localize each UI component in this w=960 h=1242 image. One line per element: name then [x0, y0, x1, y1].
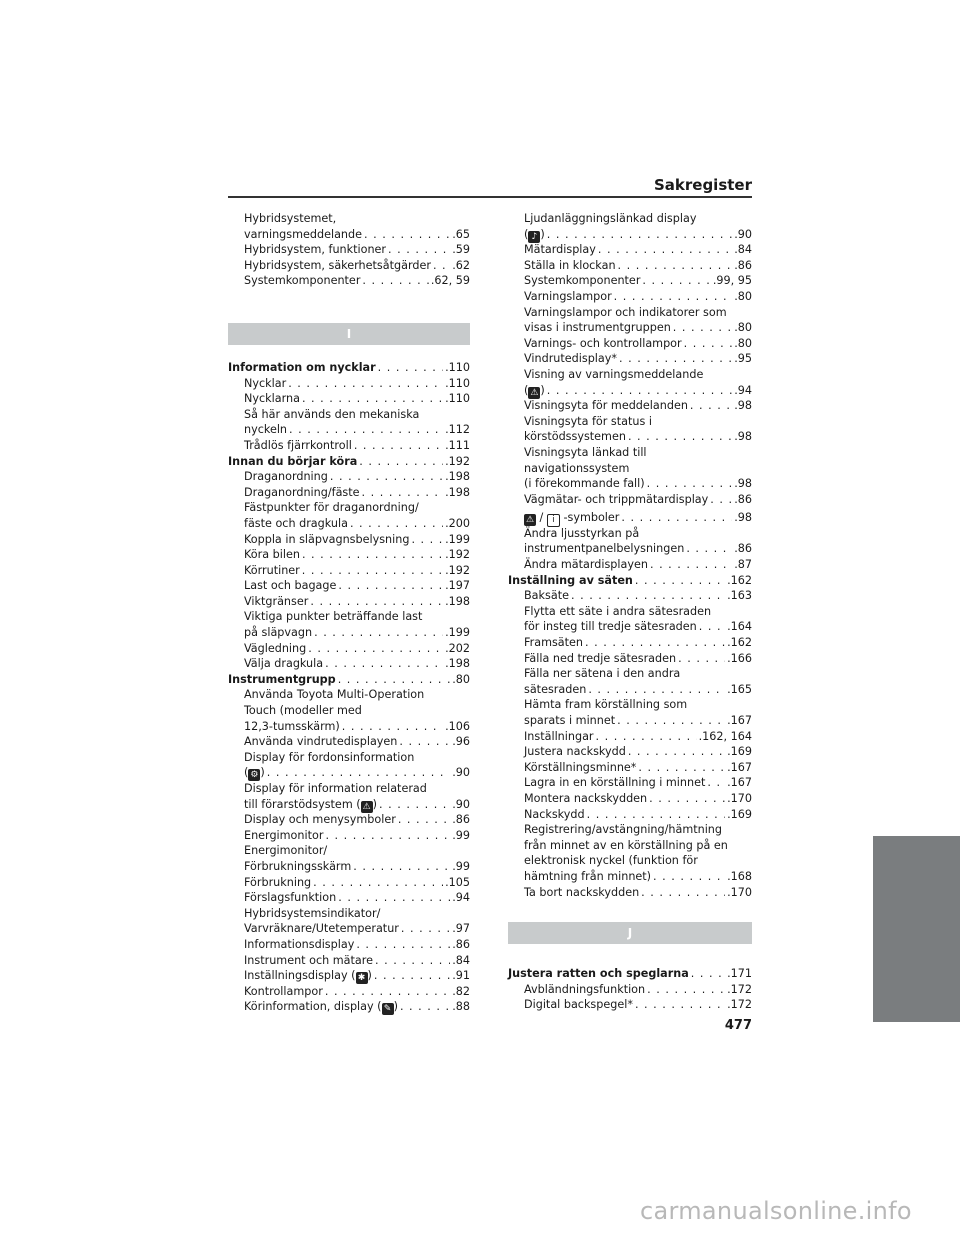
dot-leader: [354, 438, 443, 454]
dot-leader: [617, 713, 725, 729]
page-reference: .87: [734, 558, 752, 572]
index-sub-entry: Vindrutedisplay* . . . .95: [508, 351, 752, 367]
page-reference: .106: [445, 719, 470, 733]
dot-leader: [330, 469, 443, 485]
page-reference: .62: [452, 258, 470, 272]
index-sub-entry: Flytta ett säte i andra sätesraden: [524, 604, 712, 618]
index-sub-entry: Display för fordonsinformation: [244, 750, 415, 764]
index-sub-entry: varningsmeddelande . . . .65: [228, 227, 470, 243]
dot-leader: [401, 921, 450, 937]
dot-leader: [313, 875, 443, 891]
index-sub-entry: 12,3-tumsskärm) . . . .106: [228, 719, 470, 735]
dot-leader: [302, 547, 443, 563]
index-sub-entry: hämtning från minnet) . . . .168: [508, 869, 752, 885]
index-sub-entry: Visning av varningsmeddelande: [524, 367, 704, 381]
page-reference: .86: [734, 258, 752, 272]
page-reference: .168: [727, 869, 752, 883]
page-reference: .82: [452, 984, 470, 998]
index-sub-entry: Hybridsystemet,: [244, 212, 337, 225]
index-sub-entry: Last och bagage . . . .197: [228, 578, 470, 594]
index-sub-entry: Draganordning . . . .198: [228, 469, 470, 485]
page-reference: .98: [734, 399, 752, 413]
dot-leader: [686, 541, 732, 557]
dot-leader: [585, 635, 725, 651]
page-reference: .97: [452, 922, 470, 936]
dot-leader: [628, 429, 732, 445]
index-sub-entry: Ställa in klockan . . . .86: [508, 258, 752, 274]
page-reference: .170: [727, 885, 752, 899]
index-sub-entry: för insteg till tredje sätesraden . . . .164: [508, 619, 752, 635]
dot-leader: [378, 360, 443, 376]
page-reference: .172: [727, 982, 752, 996]
page-reference: .169: [727, 745, 752, 759]
dot-leader: [362, 273, 428, 289]
index-sub-entry: Lagra in en körställning i minnet . . . .167: [508, 775, 752, 791]
index-sub-entry: (i förekommande fall) . . . .98: [508, 476, 752, 492]
index-sub-entry: Körinformation, display ( ✎ ) . . . .88: [228, 999, 470, 1015]
page-reference: .199: [445, 532, 470, 546]
page-title: Sakregister: [653, 176, 752, 194]
dot-leader: [619, 351, 732, 367]
index-sub-entry: Viktiga punkter beträffande last: [244, 610, 423, 624]
dot-leader: [388, 242, 450, 258]
eco-icon: ✎: [382, 1003, 394, 1015]
index-sub-entry: Instrument och mätare . . . .84: [228, 953, 470, 969]
index-sub-entry: Ändra mätardisplayen . . . .87: [508, 557, 752, 573]
watermark: carmanualsonline.info: [640, 1197, 912, 1225]
dot-leader: [398, 812, 450, 828]
dot-leader: [547, 227, 732, 243]
index-sub-entry: Inställningsdisplay ( ✱ ) . . . .91: [228, 968, 470, 984]
index-sub-entry: Köra bilen . . . .192: [228, 547, 470, 563]
page-reference: .91: [452, 969, 470, 983]
dot-leader: [364, 227, 450, 243]
page-reference: .98: [734, 477, 752, 491]
index-group-j: [508, 966, 752, 1013]
index-sub-entry: Varvräknare/Utetemperatur . . . .97: [228, 921, 470, 937]
dot-leader: [267, 765, 450, 781]
page-reference: .166: [727, 651, 752, 665]
index-sub-entry: från minnet av en körställning på en: [524, 838, 728, 852]
page-reference: .162: [727, 636, 752, 650]
dot-leader: [647, 476, 733, 492]
dot-leader: [588, 682, 725, 698]
page-reference: .80: [734, 289, 752, 303]
index-sub-entry: Vägmätar- och trippmätardisplay . . . .86: [508, 492, 752, 508]
index-main-entry: Inställning av säten . . . .162: [508, 573, 752, 589]
index-column-left: [228, 211, 470, 1015]
page-reference: .198: [445, 594, 470, 608]
dot-leader: [628, 744, 725, 760]
index-sub-entry: sätesraden . . . .165: [508, 682, 752, 698]
dot-leader: [547, 383, 732, 399]
page-reference: .84: [734, 243, 752, 257]
dot-leader: [353, 859, 450, 875]
index-sub-entry: Så här används den mekaniska: [244, 407, 420, 421]
index-sub-entry: till förarstödsystem ( ⚠ ) . . . .90: [228, 797, 470, 813]
page-reference: .99: [452, 859, 470, 873]
dot-leader: [379, 797, 450, 813]
dot-leader: [571, 588, 725, 604]
page-reference: .167: [727, 714, 752, 727]
page-reference: .164: [727, 620, 752, 634]
page-reference: .198: [445, 485, 470, 499]
dot-leader: [399, 734, 450, 750]
page-reference: .80: [734, 321, 752, 335]
page-reference: .86: [452, 813, 470, 827]
dot-leader: [325, 828, 450, 844]
index-group-instrument-cont: [508, 211, 752, 507]
page-reference: .169: [727, 807, 752, 821]
page-reference: .167: [727, 760, 752, 774]
dot-leader: [338, 578, 443, 594]
dot-leader: [699, 619, 725, 635]
page-reference: .165: [727, 682, 752, 696]
index-group-i: [228, 360, 470, 1015]
audio-icon: ♪: [528, 231, 540, 243]
index-sub-entry: Energimonitor . . . .99: [228, 828, 470, 844]
index-sub-entry: Hybridsystem, funktioner . . . .59: [228, 242, 470, 258]
index-sub-entry: Visningsyta för status i: [524, 414, 652, 428]
page-reference: .99, 95: [712, 274, 752, 288]
page-reference: .197: [445, 579, 470, 593]
index-sub-entry: nyckeln . . . .112: [228, 422, 470, 438]
page-reference: .192: [445, 548, 470, 562]
index-sub-entry: Trådlös fjärrkontroll . . . .111: [228, 438, 470, 454]
dot-leader: [653, 869, 725, 885]
dot-leader: [618, 258, 733, 274]
page-reference: .163: [727, 589, 752, 603]
page-reference: .65: [452, 227, 470, 241]
dot-leader: [338, 672, 451, 688]
page-reference: .84: [452, 953, 470, 967]
index-sub-entry: Använda vindrutedisplayen . . . .96: [228, 734, 470, 750]
index-sub-entry: Informationsdisplay . . . .86: [228, 937, 470, 953]
section-letter-i: I: [228, 323, 470, 345]
index-sub-entry: Välja dragkula . . . .198: [228, 656, 470, 672]
index-sub-entry: fäste och dragkula . . . .200: [228, 516, 470, 532]
dot-leader: [642, 273, 710, 289]
index-sub-entry: på släpvagn . . . .199: [228, 625, 470, 641]
index-sub-entry: Draganordning/fäste . . . .198: [228, 485, 470, 501]
page-reference: .162, 164: [698, 729, 752, 743]
page-reference: .111: [445, 438, 470, 452]
index-sub-entry: Energimonitor/: [244, 844, 328, 858]
dot-leader: [635, 997, 725, 1013]
dot-leader: [638, 760, 725, 776]
page-reference: .59: [452, 243, 470, 257]
index-group-seats: [508, 526, 752, 900]
index-sub-entry: Ta bort nackskydden . . . .170: [508, 885, 752, 901]
page-reference: .80: [452, 672, 470, 686]
index-sub-entry: Förbrukningsskärm . . . .99: [228, 859, 470, 875]
page-reference: .200: [445, 516, 470, 530]
index-sub-entry: Vägledning . . . .202: [228, 641, 470, 657]
page-reference: .86: [734, 492, 752, 506]
dot-leader: [400, 999, 450, 1015]
page-reference: .198: [445, 470, 470, 484]
dot-leader: [673, 320, 732, 336]
dot-leader: [308, 641, 443, 657]
page-reference: .90: [452, 797, 470, 811]
index-sub-entry: Mätardisplay . . . .84: [508, 242, 752, 258]
index-sub-entry: Körrutiner . . . .192: [228, 563, 470, 579]
index-sub-entry: Nycklar . . . .110: [228, 376, 470, 392]
dot-leader: [641, 885, 725, 901]
dot-leader: [289, 422, 443, 438]
index-sub-entry: Montera nackskydden . . . .170: [508, 791, 752, 807]
dot-leader: [356, 937, 450, 953]
index-sub-entry: Hämta fram körställning som: [524, 698, 688, 712]
index-sub-entry: Display för information relaterad: [244, 782, 427, 795]
dot-leader: [375, 953, 450, 969]
page-reference: .90: [734, 227, 752, 241]
index-sub-entry: ( ⚙ ) . . . .90: [228, 765, 470, 781]
index-sub-entry: Använda Toyota Multi-Operation: [244, 688, 425, 702]
index-sub-entry: Nycklarna . . . .110: [228, 391, 470, 407]
dot-leader: [707, 775, 725, 791]
dot-leader: [325, 656, 443, 672]
index-sub-entry: Hybridsystemsindikator/: [244, 906, 381, 920]
warning-triangle-icon: ⚠: [525, 515, 535, 526]
index-sub-entry: Kontrollampor . . . .82: [228, 984, 470, 1000]
index-sub-entry: Systemkomponenter . . . .62, 59: [228, 273, 470, 289]
page-reference: .110: [445, 360, 470, 374]
page-reference: .110: [445, 392, 470, 406]
index-sub-entry: Nackskydd . . . .169: [508, 807, 752, 823]
index-sub-entry: Fästpunkter för draganordning/: [244, 501, 419, 515]
dot-leader: [614, 289, 733, 305]
index-column-right: [508, 211, 752, 1013]
page-reference: .192: [445, 563, 470, 577]
index-group-hybrid: [228, 211, 470, 289]
dot-leader: [302, 391, 443, 407]
index-sub-entry: Avbländningsfunktion . . . .172: [508, 982, 752, 998]
info-icon: i: [547, 514, 560, 527]
index-sub-entry: sparats i minnet . . . .167: [508, 713, 752, 729]
page-reference: .96: [452, 735, 470, 749]
page-reference: .105: [445, 875, 470, 889]
settings-icon: ✱: [356, 972, 368, 984]
index-sub-entry: instrumentpanelbelysningen . . . .86: [508, 541, 752, 557]
index-sub-entry: ( ♪ ) . . . .90: [508, 227, 752, 243]
dot-leader: [310, 594, 443, 610]
index-sub-entry: Fälla ned tredje sätesraden . . . .166: [508, 651, 752, 667]
warning-icon: ⚠: [530, 387, 539, 398]
page-reference: .94: [734, 383, 752, 397]
dot-leader: [690, 398, 732, 414]
index-sub-entry: Hybridsystem, säkerhetsåtgärder . . . .62: [228, 258, 470, 274]
index-main-entry: Justera ratten och speglarna . . . .171: [508, 966, 752, 982]
dot-leader: [650, 557, 732, 573]
dot-leader: [649, 791, 725, 807]
dot-leader: [433, 258, 450, 274]
index-sub-entry: Justera nackskydd . . . .169: [508, 744, 752, 760]
car-info-icon: ⚙: [250, 770, 259, 781]
index-sub-entry: Ändra ljusstyrkan på: [524, 526, 640, 540]
page-reference: .170: [727, 791, 752, 805]
index-sub-entry: Fälla ner sätena i den andra: [524, 667, 681, 681]
dot-leader: [338, 890, 450, 906]
chapter-tab: [873, 836, 960, 1022]
page-reference: .95: [734, 352, 752, 366]
index-sub-entry: Visningsyta för meddelanden . . . .98: [508, 398, 752, 414]
dot-leader: [710, 492, 732, 508]
dot-leader: [691, 966, 725, 982]
index-sub-entry: navigationssystem: [524, 461, 630, 475]
page-reference: .202: [445, 641, 470, 655]
dot-leader: [362, 485, 444, 501]
dot-leader: [288, 376, 443, 392]
dot-leader: [411, 532, 443, 548]
index-sub-entry: Varnings- och kontrollampor . . . .80: [508, 336, 752, 352]
page-reference: .112: [445, 423, 470, 437]
page-reference: .80: [734, 336, 752, 350]
page-reference: .90: [452, 766, 470, 780]
index-sub-entry: Visningsyta länkad till: [524, 445, 647, 459]
page-reference: .167: [727, 776, 752, 790]
page-reference: .171: [727, 967, 752, 981]
index-sub-entry: Ljudanläggningslänkad display: [524, 212, 697, 225]
dot-leader: [359, 454, 443, 470]
index-sub-entry: Körställningsminne* . . . .167: [508, 760, 752, 776]
index-sub-entry: Varningslampor . . . .80: [508, 289, 752, 305]
index-main-entry: Information om nycklar . . . .110: [228, 360, 470, 376]
dot-leader: [596, 729, 697, 745]
driver-assist-icon: ⚠: [362, 801, 371, 812]
dot-leader: [350, 516, 443, 532]
index-sub-entry: körstödssystemen . . . .98: [508, 429, 752, 445]
index-entry-symbols: ⚠ / i -symboler . . . .98: [508, 510, 752, 526]
dot-leader: [598, 242, 732, 258]
index-sub-entry: Systemkomponenter . . . .99, 95: [508, 273, 752, 289]
dot-leader: [587, 807, 725, 823]
index-sub-entry: Baksäte . . . .163: [508, 588, 752, 604]
dot-leader: [325, 984, 450, 1000]
dot-leader: [635, 573, 725, 589]
index-main-entry: Instrumentgrupp . . . .80: [228, 672, 470, 688]
index-sub-entry: Koppla in släpvagnsbelysning . . . .199: [228, 532, 470, 548]
index-sub-entry: Viktgränser . . . .198: [228, 594, 470, 610]
index-sub-entry: visas i instrumentgruppen . . . .80: [508, 320, 752, 336]
index-sub-entry: ( ⚠ ) . . . .94: [508, 383, 752, 399]
page-reference: .198: [445, 657, 470, 671]
dot-leader: [678, 651, 725, 667]
index-sub-entry: Förslagsfunktion . . . .94: [228, 890, 470, 906]
page-reference: .172: [727, 998, 752, 1012]
dot-leader: [647, 982, 725, 998]
index-sub-entry: Touch (modeller med: [244, 704, 362, 718]
page-reference: .88: [452, 1000, 470, 1014]
section-letter-j: J: [508, 922, 752, 944]
page-reference: .99: [452, 828, 470, 842]
page-reference: .162: [727, 573, 752, 587]
dot-leader: [314, 625, 443, 641]
header-divider: [228, 196, 752, 198]
dot-leader: [374, 968, 450, 984]
index-sub-entry: Inställningar . . . .162, 164: [508, 729, 752, 745]
index-sub-entry: Förbrukning . . . .105: [228, 875, 470, 891]
index-sub-entry: Framsäten . . . .162: [508, 635, 752, 651]
page-reference: .110: [445, 376, 470, 390]
page-reference: .62, 59: [430, 274, 470, 288]
index-main-entry: Innan du börjar köra . . . .192: [228, 454, 470, 470]
index-sub-entry: Varningslampor och indikatorer som: [524, 305, 727, 319]
dot-leader: [684, 336, 733, 352]
page-reference: .98: [734, 430, 752, 444]
dot-leader: [302, 563, 443, 579]
index-sub-entry: Display och menysymboler . . . .86: [228, 812, 470, 828]
page-reference: .86: [452, 937, 470, 951]
page-number: 477: [724, 1018, 752, 1033]
index-sub-entry: elektronisk nyckel (funktion för: [524, 854, 698, 868]
page-reference: .192: [445, 454, 470, 468]
page-reference: .199: [445, 626, 470, 640]
index-sub-entry: Registrering/avstängning/hämtning: [524, 823, 723, 837]
dot-leader: [342, 719, 443, 735]
page-reference: .86: [734, 542, 752, 556]
page-reference: .94: [452, 891, 470, 905]
index-sub-entry: Digital backspegel* . . . .172: [508, 997, 752, 1013]
